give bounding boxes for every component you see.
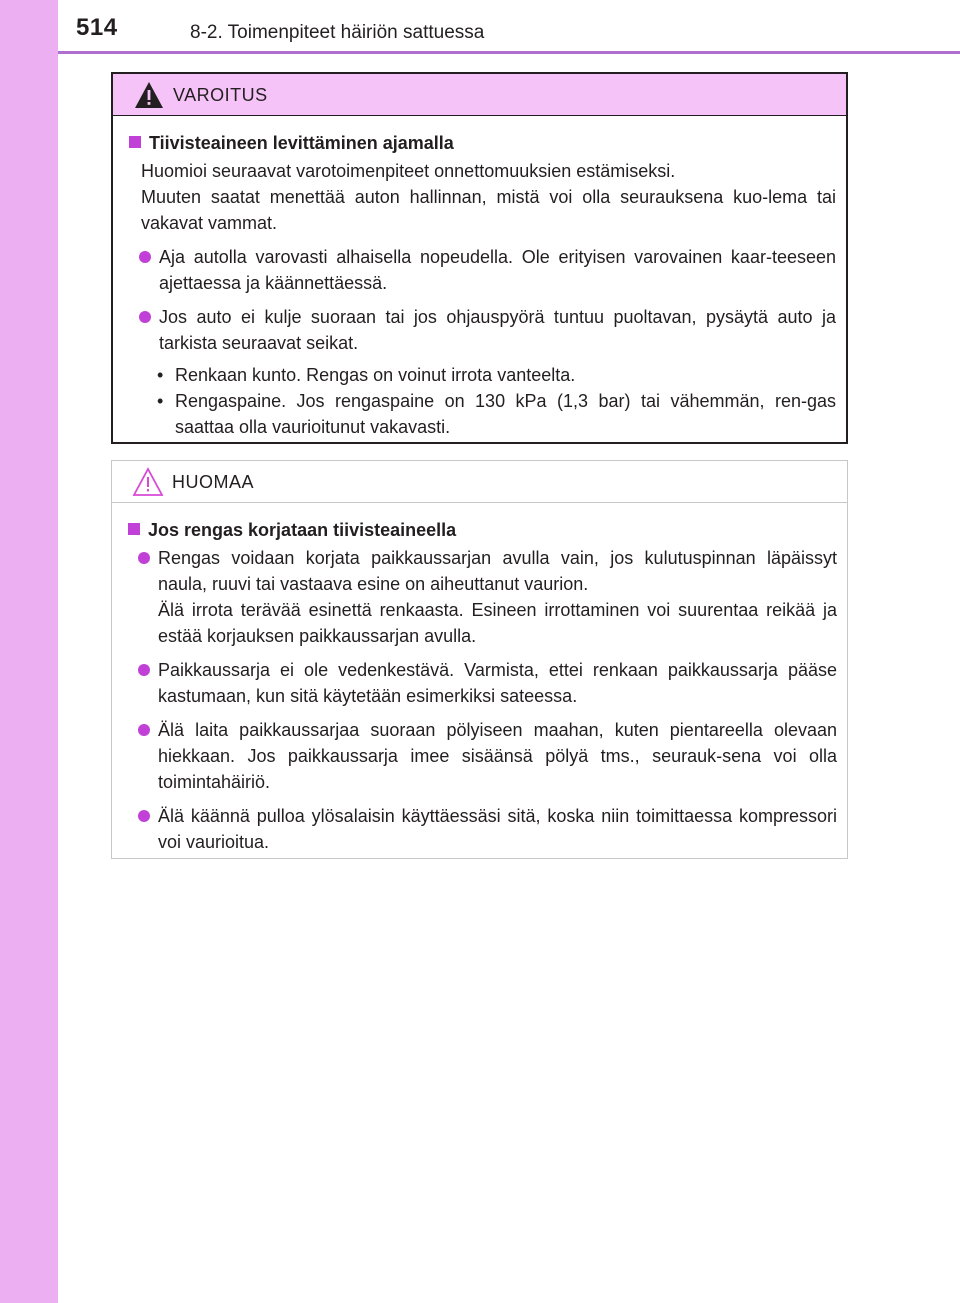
notice-bullet-text: [158, 545, 837, 649]
warning-body: [113, 116, 846, 440]
round-bullet-icon: [138, 552, 150, 564]
warning-intro-line: Muuten saatat menettää auton hallinnan, mistä voi olla seurauksena kuo-lema tai vakavat vammat.: [141, 187, 836, 233]
warning-bullet-text: Jos auto ei kulje suoraan tai jos ohjauspyörä tuntuu puoltavan, pysäytä auto ja tarkista seuraavat seikat.: [159, 307, 836, 353]
warning-heading-text: Tiivisteaineen levittäminen ajamalla: [149, 133, 454, 153]
section-title: 8-2. Toimenpiteet häiriön sattuessa: [190, 22, 485, 43]
notice-bullet-text: Älä käännä pulloa ylösalaisin käyttäessäsi sitä, koska niin toimittaessa kompressori voi vaurioitua.: [158, 806, 837, 852]
round-bullet-icon: [139, 251, 151, 263]
square-bullet-icon: [129, 136, 141, 148]
warning-intro-line: Huomioi seuraavat varotoimenpiteet onnettomuuksien estämiseksi.: [141, 161, 676, 181]
sub-list-text: Rengaspaine. Jos rengaspaine on 130 kPa (1,3 bar) tai vähemmän, ren-gas saattaa olla vaurioitunut vakavasti.: [175, 391, 836, 437]
warning-bullet: [129, 244, 836, 296]
notice-heading: [128, 517, 837, 543]
notice-bullet: [128, 657, 837, 709]
warning-sub-list: [129, 362, 836, 440]
notice-heading-text: Jos rengas korjataan tiivisteaineella: [148, 520, 457, 540]
warning-triangle-icon: [133, 80, 165, 110]
sub-list-item: [157, 388, 836, 440]
notice-label: HUOMAA: [172, 472, 255, 492]
round-bullet-icon: [138, 664, 150, 676]
notice-bullet-text: Älä laita paikkaussarjaa suoraan pölyiseen maahan, kuten pientareella olevaan hiekkaan. Jos paikkaussarja imee sisäänsä pölyä tms., seurauk-sena voi olla toimintahäiriö.: [158, 720, 837, 792]
warning-bullet-text: Aja autolla varovasti alhaisella nopeudella. Ole erityisen varovainen kaar-teeseen ajettaessa ja käännettäessä.: [159, 247, 836, 293]
notice-bullet-line: Älä irrota terävää esinettä renkaasta. Esineen irrottaminen voi suurentaa reikää ja estää korjauksen paikkaussarjan avulla.: [158, 600, 837, 646]
warning-bullet: [129, 304, 836, 356]
warning-box: [111, 72, 848, 444]
notice-bullet-line: Rengas voidaan korjata paikkaussarjan avulla vain, jos kulutuspinnan läpäissyt naula, ruuvi tai vastaava esine on aiheuttanut vaurion.: [158, 548, 837, 594]
notice-bullet-text: Paikkaussarja ei ole vedenkestävä. Varmista, ettei renkaan paikkaussarja pääse kastumaan, kun sitä käytetään esimerkiksi sateessa.: [158, 660, 837, 706]
notice-bullet: [128, 717, 837, 795]
caution-triangle-icon: [132, 467, 164, 497]
round-bullet-icon: [138, 724, 150, 736]
notice-bullet: [128, 545, 837, 649]
round-bullet-icon: [138, 810, 150, 822]
header-divider: [58, 51, 960, 54]
sub-list-text: Renkaan kunto. Rengas on voinut irrota vanteelta.: [175, 365, 576, 385]
sub-list-item: [157, 362, 836, 388]
warning-label: VAROITUS: [173, 85, 268, 105]
notice-bullet: [128, 803, 837, 855]
sub-bullet-icon: •: [157, 391, 164, 411]
sub-bullet-icon: •: [157, 365, 164, 385]
page-number: 514: [76, 14, 118, 41]
warning-intro: [129, 158, 836, 236]
warning-box-header: [113, 74, 846, 116]
notice-body: [112, 503, 847, 855]
square-bullet-icon: [128, 523, 140, 535]
notice-box-header: [112, 461, 847, 503]
notice-box: [111, 460, 848, 859]
warning-heading: [129, 130, 836, 156]
side-color-strip: [0, 0, 58, 1303]
round-bullet-icon: [139, 311, 151, 323]
